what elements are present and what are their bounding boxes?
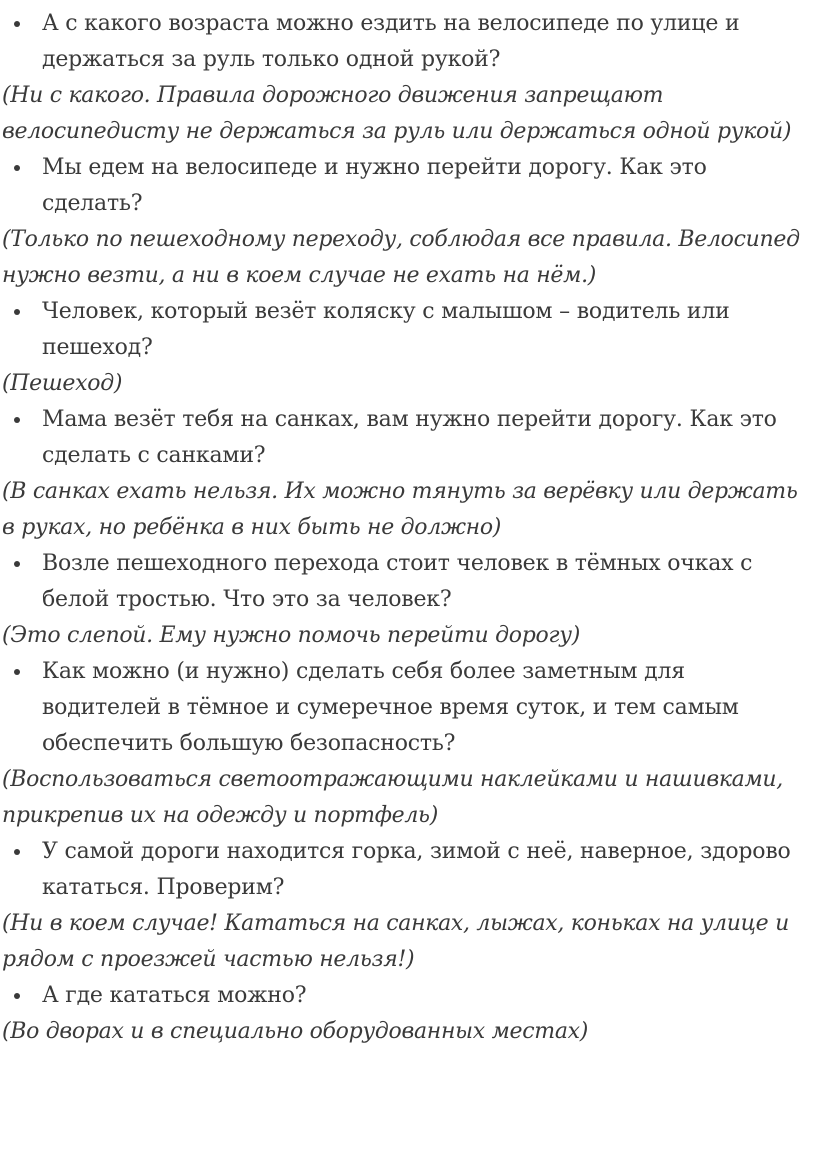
bullet-icon [14,417,20,423]
question-text: А с какого возраста можно ездить на велосипеде по улице и держаться за руль только одной рукой? [42,11,740,72]
list-item-question [2,978,810,1014]
answer-text: (Только по пешеходному переходу, соблюдая все правила. Велосипед нужно везти, а ни в коем случае не ехать на нём.) [2,227,800,288]
list-item-question [2,150,810,222]
list-item-question [2,294,810,366]
bullet-icon [14,165,20,171]
list-item-question [2,834,810,906]
answer-text: (Пешеход) [2,371,123,396]
question-text: А где кататься можно? [42,983,307,1008]
question-text: Человек, который везёт коляску с малышом – водитель или пешеход? [42,299,730,360]
answer-text: (Ни с какого. Правила дорожного движения запрещают велосипедисту не держаться за руль или держаться одной рукой) [2,83,792,144]
list-item-question [2,6,810,78]
answer-text: (Во дворах и в специально оборудованных местах) [2,1019,589,1044]
bullet-icon [14,669,20,675]
list-item-question [2,402,810,474]
bullet-icon [14,993,20,999]
list-item-question [2,654,810,762]
answer-text: (Воспользоваться светоотражающими наклейками и нашивками, прикрепив их на одежду и портфель) [2,767,783,828]
answer-text: (Это слепой. Ему нужно помочь перейти дорогу) [2,623,580,648]
bullet-icon [14,561,20,567]
answer-text: (Ни в коем случае! Кататься на санках, лыжах, коньках на улице и рядом с проезжей частью нельзя!) [2,911,789,972]
question-text: Мы едем на велосипеде и нужно перейти дорогу. Как это сделать? [42,155,707,216]
question-text: Как можно (и нужно) сделать себя более заметным для водителей в тёмное и сумеречное время суток, и тем самым обеспечить большую безопасность? [42,659,739,756]
bullet-icon [14,21,20,27]
bullet-icon [14,309,20,315]
question-text: Возле пешеходного перехода стоит человек в тёмных очках с белой тростью. Что это за человек? [42,551,753,612]
bullet-icon [14,849,20,855]
list-item-question [2,546,810,618]
question-text: У самой дороги находится горка, зимой с неё, наверное, здорово кататься. Проверим? [42,839,791,900]
answer-text: (В санках ехать нельзя. Их можно тянуть за верёвку или держать в руках, но ребёнка в них быть не должно) [2,479,798,540]
question-text: Мама везёт тебя на санках, вам нужно перейти дорогу. Как это сделать с санками? [42,407,777,468]
